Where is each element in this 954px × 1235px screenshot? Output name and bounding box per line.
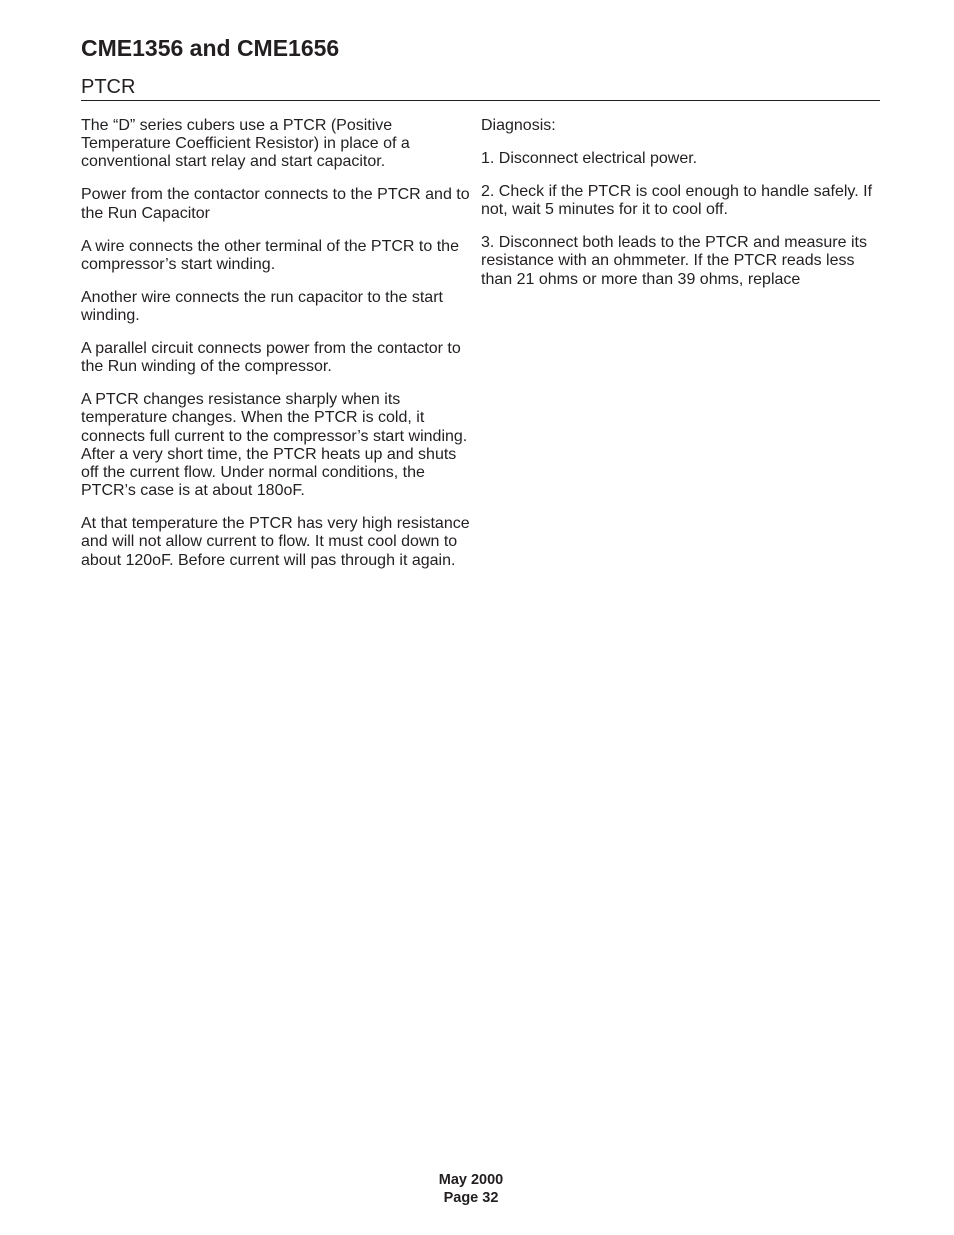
paragraph: A wire connects the other terminal of the PTCR to the compressor’s start winding. xyxy=(81,237,459,273)
page-footer xyxy=(0,1171,942,1207)
paragraph: At that temperature the PTCR has very high resistance and will not allow current to flow. It must cool down to about 120oF. Before current will pas through it again. xyxy=(81,515,470,569)
right-column xyxy=(481,117,876,304)
diagnosis-step: 1. Disconnect electrical power. xyxy=(481,150,698,167)
paragraph: A parallel circuit connects power from the contactor to the Run winding of the compressor. xyxy=(81,340,461,376)
page-title: CME1356 and CME1656 xyxy=(81,35,340,61)
section-title: PTCR xyxy=(81,76,136,98)
footer-page-number: Page 32 xyxy=(443,1190,499,1206)
section-header xyxy=(81,75,880,101)
paragraph: Power from the contactor connects to the PTCR and to the Run Capacitor xyxy=(81,186,470,222)
diagnosis-step: 3. Disconnect both leads to the PTCR and measure its resistance with an ohmmeter. If the PTCR reads less than 21 ohms or more than 39 ohms, replace xyxy=(481,234,867,288)
paragraph: The “D” series cubers use a PTCR (Positive Temperature Coefficient Resistor) in place of a conventional start relay and start capacitor. xyxy=(81,117,410,171)
paragraph: A PTCR changes resistance sharply when its temperature changes. When the PTCR is cold, it connects full current to the compressor’s start winding. After a very short time, the PTCR heats up and shuts off the current flow. Under normal conditions, the PTCR’s case is at about 180oF. xyxy=(81,391,468,500)
footer-date: May 2000 xyxy=(438,1172,504,1188)
diagnosis-heading: Diagnosis: xyxy=(481,117,556,134)
left-column xyxy=(81,117,478,585)
paragraph: Another wire connects the run capacitor to the start winding. xyxy=(81,288,443,325)
diagnosis-step: 2. Check if the PTCR is cool enough to handle safely. If not, wait 5 minutes for it to cool off. xyxy=(481,183,873,219)
